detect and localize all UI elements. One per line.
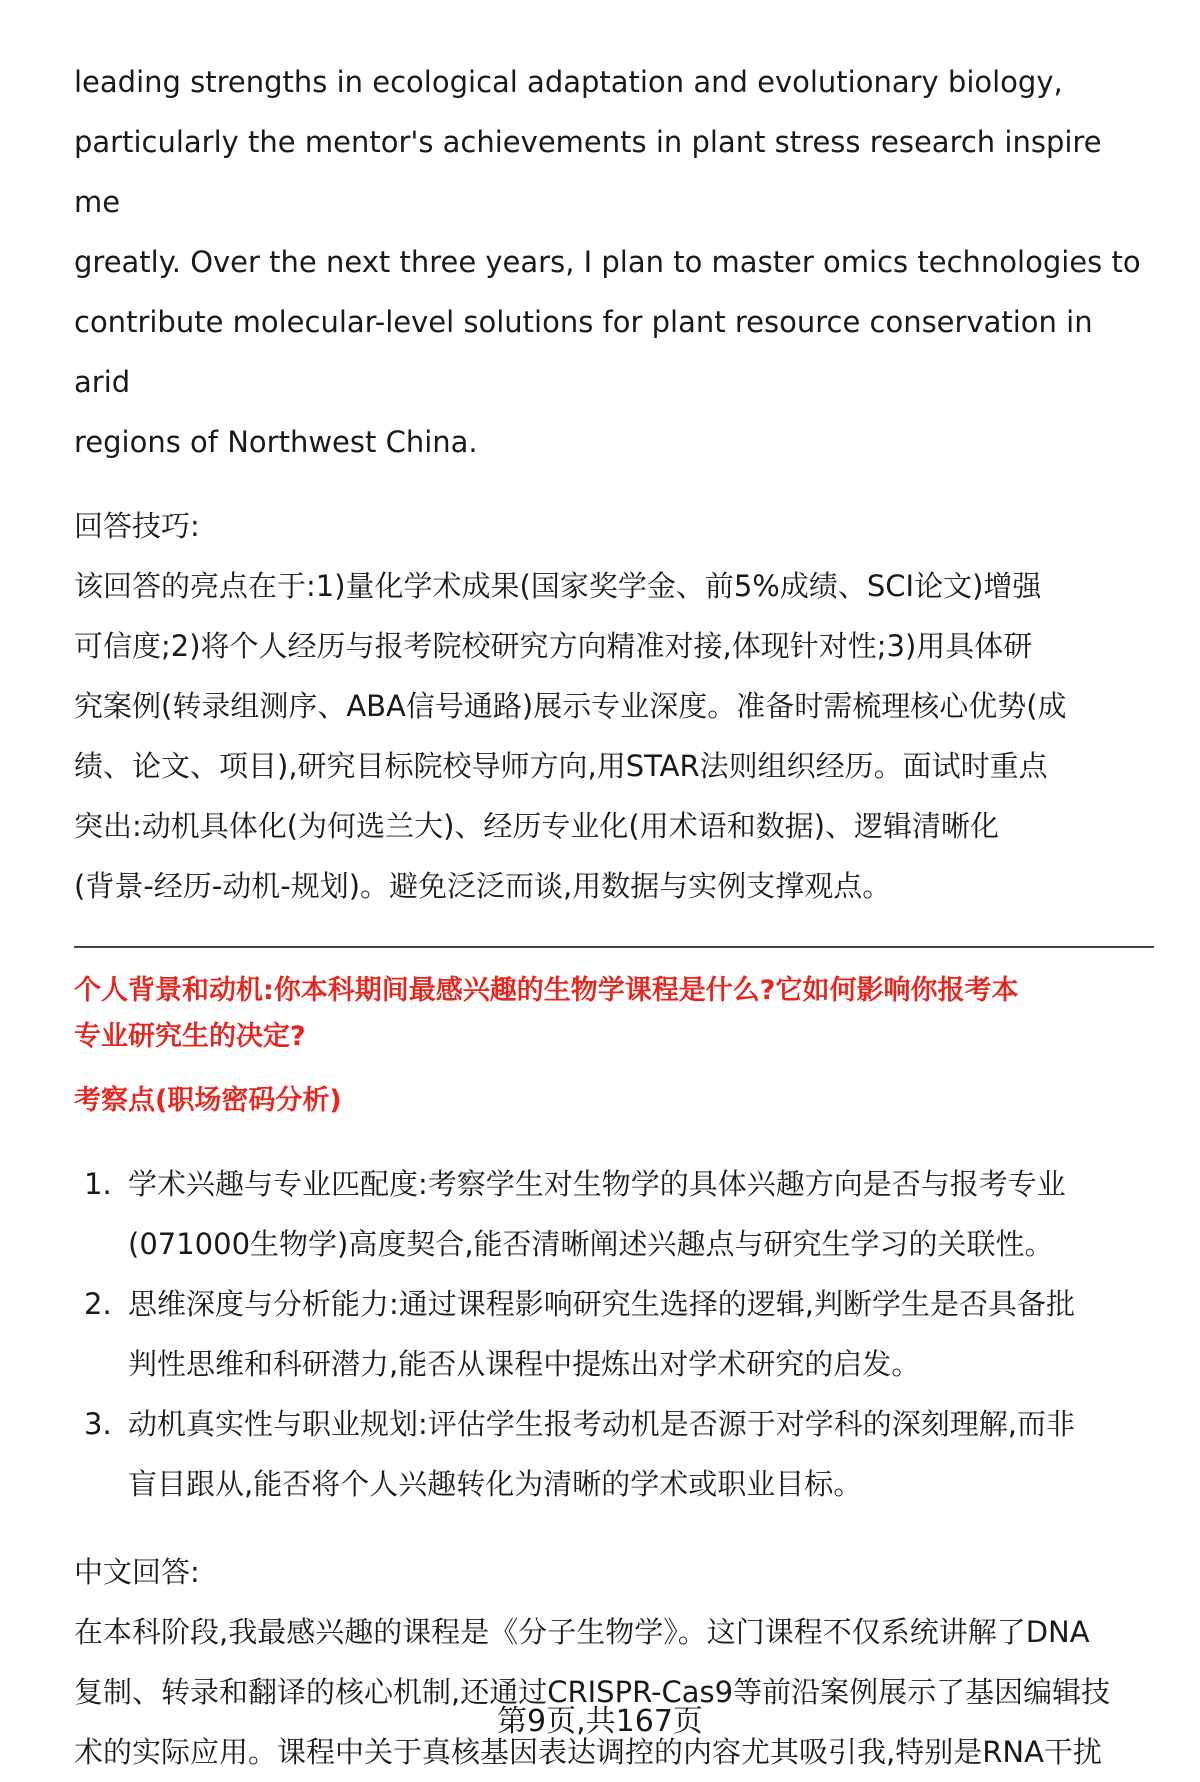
text-line: (背景-经历-动机-规划)。避免泛泛而谈,用数据与实例支撑观点。 (74, 869, 892, 903)
english-answer-continuation (74, 52, 1154, 472)
document-page (74, 52, 1154, 1782)
list-item (74, 1154, 1154, 1274)
text-line: leading strengths in ecological adaptation and evolutionary biology, (74, 65, 1063, 99)
list-number: 2. (84, 1287, 112, 1321)
text-line: 绩、论文、项目),研究目标院校导师方向,用STAR法则组织经历。面试时重点 (74, 749, 1048, 783)
text-line: 可信度;2)将个人经历与报考院校研究方向精准对接,体现针对性;3)用具体研 (74, 629, 1033, 663)
chinese-answer-paragraph (74, 1602, 1154, 1782)
question-line: 个人背景和动机:你本科期间最感兴趣的生物学课程是什么?它如何影响你报考本 (74, 975, 1019, 1006)
text-line: 学术兴趣与专业匹配度:考察学生对生物学的具体兴趣方向是否与报考专业 (128, 1167, 1066, 1201)
text-line: contribute molecular-level solutions for plant resource conservation in arid (74, 305, 1093, 399)
list-item (74, 1394, 1154, 1514)
text-line: 究案例(转录组测序、ABA信号通路)展示专业深度。准备时需梳理核心优势(成 (74, 689, 1067, 723)
text-line: regions of Northwest China. (74, 425, 478, 459)
focus-list (74, 1154, 1154, 1514)
page-number: 第9页,共167页 (497, 1704, 703, 1739)
text-line: 动机真实性与职业规划:评估学生报考动机是否源于对学科的深刻理解,而非 (128, 1407, 1075, 1441)
tips-label: 回答技巧: (74, 509, 200, 543)
list-item (74, 1274, 1154, 1394)
list-number: 3. (84, 1407, 112, 1441)
section-divider (74, 946, 1154, 948)
text-line: 在本科阶段,我最感兴趣的课程是《分子生物学》。这门课程不仅系统讲解了DNA (74, 1615, 1090, 1649)
text-line: 复制、转录和翻译的核心机制,还通过CRISPR-Cas9等前沿案例展示了基因编辑技 (74, 1675, 1111, 1709)
text-line: greatly. Over the next three years, I plan to master omics technologies to (74, 245, 1141, 279)
chinese-answer-label: 中文回答: (74, 1555, 200, 1589)
question-line: 专业研究生的决定? (74, 1021, 306, 1052)
tips-paragraph (74, 556, 1154, 916)
question-heading (74, 968, 1154, 1060)
text-line: 突出:动机具体化(为何选兰大)、经历专业化(用术语和数据)、逻辑清晰化 (74, 809, 1000, 843)
text-line: 该回答的亮点在于:1)量化学术成果(国家奖学金、前5%成绩、SCI论文)增强 (74, 569, 1042, 603)
list-number: 1. (84, 1167, 112, 1201)
text-line: particularly the mentor's achievements in plant stress research inspire me (74, 125, 1102, 219)
text-line: 术的实际应用。课程中关于真核基因表达调控的内容尤其吸引我,特别是RNA干扰 (74, 1735, 1102, 1769)
text-line: 判性思维和科研潜力,能否从课程中提炼出对学术研究的启发。 (128, 1347, 921, 1381)
text-line: 思维深度与分析能力:通过课程影响研究生选择的逻辑,判断学生是否具备批 (128, 1287, 1075, 1321)
text-line: (071000生物学)高度契合,能否清晰阐述兴趣点与研究生学习的关联性。 (128, 1227, 1054, 1261)
focus-heading: 考察点(职场密码分析) (74, 1085, 342, 1116)
text-line: 盲目跟从,能否将个人兴趣转化为清晰的学术或职业目标。 (128, 1467, 863, 1501)
